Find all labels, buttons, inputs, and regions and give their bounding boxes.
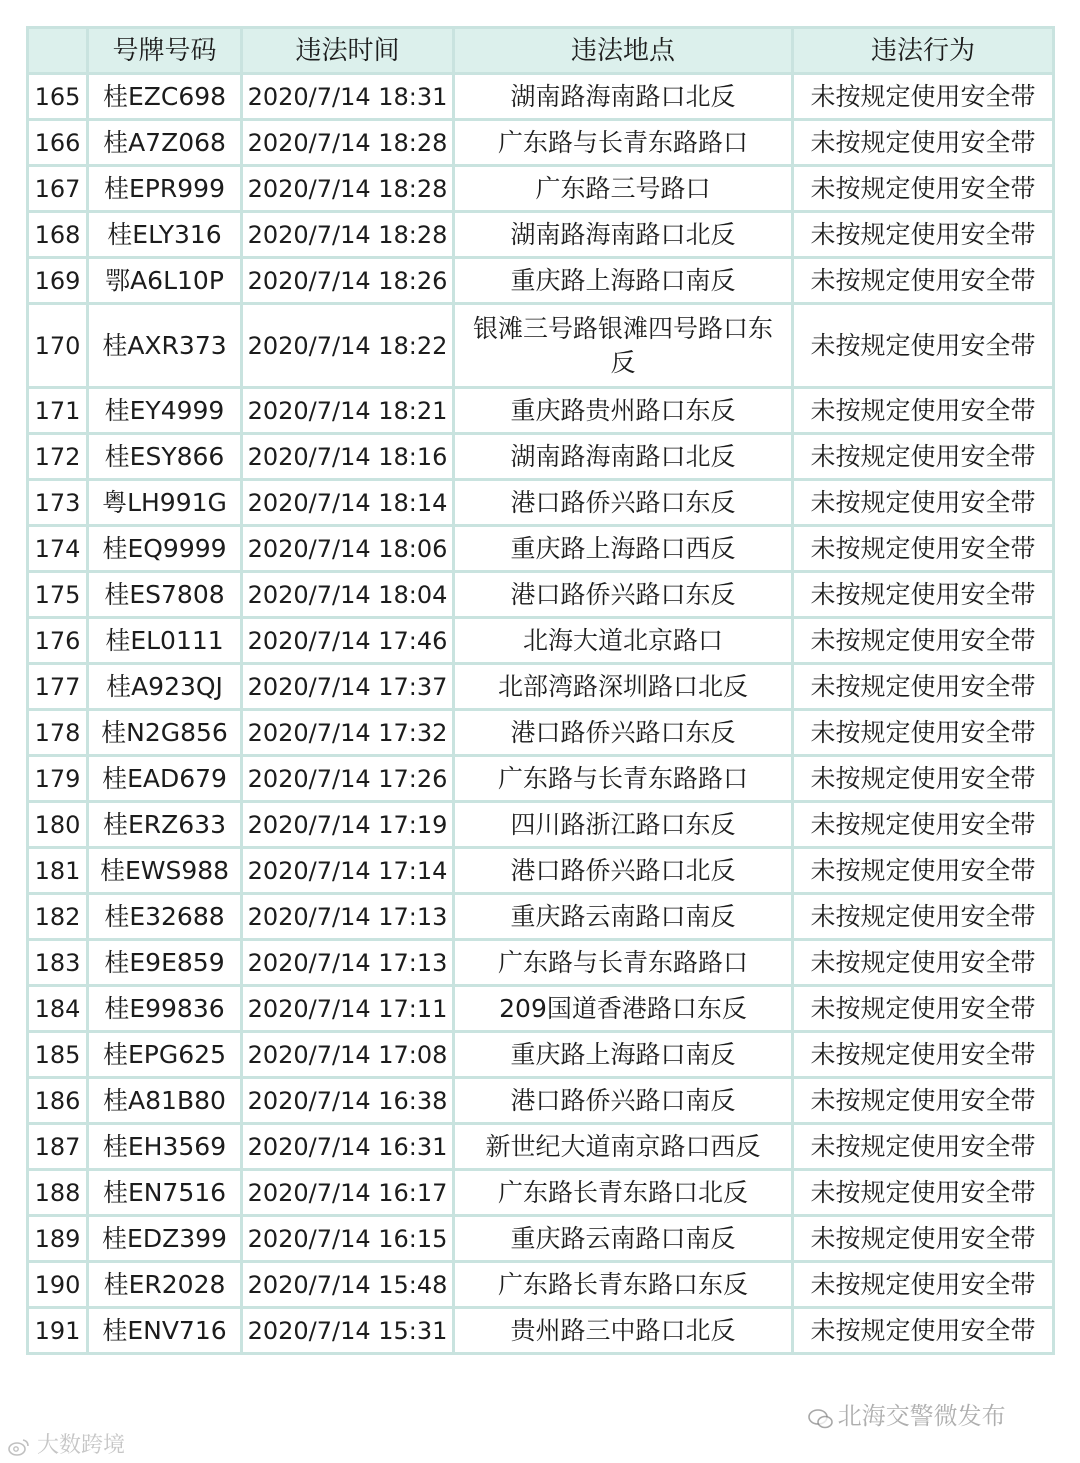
row-index: 165 — [28, 74, 88, 120]
violation-time: 2020/7/14 17:11 — [242, 986, 454, 1032]
violation-time: 2020/7/14 18:04 — [242, 572, 454, 618]
row-index: 172 — [28, 434, 88, 480]
table-row — [28, 1262, 1054, 1308]
violation-location: 港口路侨兴路口东反 — [454, 572, 793, 618]
violation-time: 2020/7/14 17:19 — [242, 802, 454, 848]
violation-location: 重庆路云南路口南反 — [454, 1216, 793, 1262]
plate-number: 桂EPR999 — [88, 166, 242, 212]
violation-location: 四川路浙江路口东反 — [454, 802, 793, 848]
plate-number: 桂ER2028 — [88, 1262, 242, 1308]
violation-type: 未按规定使用安全带 — [793, 1216, 1054, 1262]
violation-type: 未按规定使用安全带 — [793, 664, 1054, 710]
plate-number: 桂EL0111 — [88, 618, 242, 664]
violation-type: 未按规定使用安全带 — [793, 120, 1054, 166]
violation-type: 未按规定使用安全带 — [793, 212, 1054, 258]
violation-type: 未按规定使用安全带 — [793, 756, 1054, 802]
violation-time: 2020/7/14 17:13 — [242, 894, 454, 940]
violation-time: 2020/7/14 18:22 — [242, 304, 454, 388]
row-index: 173 — [28, 480, 88, 526]
violation-time: 2020/7/14 18:21 — [242, 388, 454, 434]
row-index: 186 — [28, 1078, 88, 1124]
row-index: 187 — [28, 1124, 88, 1170]
violation-location: 新世纪大道南京路口西反 — [454, 1124, 793, 1170]
table-row — [28, 756, 1054, 802]
table-row — [28, 1078, 1054, 1124]
violation-location: 重庆路云南路口南反 — [454, 894, 793, 940]
violation-type: 未按规定使用安全带 — [793, 1308, 1054, 1354]
table-row — [28, 710, 1054, 756]
violation-type: 未按规定使用安全带 — [793, 304, 1054, 388]
violation-type: 未按规定使用安全带 — [793, 258, 1054, 304]
row-index: 169 — [28, 258, 88, 304]
table-row — [28, 618, 1054, 664]
violation-type: 未按规定使用安全带 — [793, 618, 1054, 664]
row-index: 170 — [28, 304, 88, 388]
violation-location: 湖南路海南路口北反 — [454, 434, 793, 480]
violation-time: 2020/7/14 18:28 — [242, 212, 454, 258]
wechat-icon — [808, 1408, 830, 1426]
row-index: 178 — [28, 710, 88, 756]
violation-time: 2020/7/14 18:28 — [242, 120, 454, 166]
plate-number: 桂E9E859 — [88, 940, 242, 986]
violation-time: 2020/7/14 18:31 — [242, 74, 454, 120]
violation-time: 2020/7/14 18:06 — [242, 526, 454, 572]
violation-type: 未按规定使用安全带 — [793, 848, 1054, 894]
violation-time: 2020/7/14 18:16 — [242, 434, 454, 480]
violation-time: 2020/7/14 18:14 — [242, 480, 454, 526]
weibo-icon — [8, 1437, 30, 1455]
row-index: 180 — [28, 802, 88, 848]
table-row — [28, 388, 1054, 434]
violation-type: 未按规定使用安全带 — [793, 388, 1054, 434]
plate-number: 桂A923QJ — [88, 664, 242, 710]
row-index: 183 — [28, 940, 88, 986]
table-row — [28, 940, 1054, 986]
violation-location: 重庆路贵州路口东反 — [454, 388, 793, 434]
violation-location: 北部湾路深圳路口北反 — [454, 664, 793, 710]
header-time: 违法时间 — [242, 28, 454, 74]
violation-location: 广东路长青东路口东反 — [454, 1262, 793, 1308]
plate-number: 桂EY4999 — [88, 388, 242, 434]
plate-number: 桂A81B80 — [88, 1078, 242, 1124]
row-index: 174 — [28, 526, 88, 572]
violation-time: 2020/7/14 17:26 — [242, 756, 454, 802]
violation-time: 2020/7/14 18:28 — [242, 166, 454, 212]
header-location: 违法地点 — [454, 28, 793, 74]
violation-location: 银滩三号路银滩四号路口东反 — [454, 304, 793, 388]
violation-time: 2020/7/14 16:31 — [242, 1124, 454, 1170]
table-row — [28, 848, 1054, 894]
table-row — [28, 526, 1054, 572]
row-index: 176 — [28, 618, 88, 664]
violation-location: 广东路长青东路口北反 — [454, 1170, 793, 1216]
violation-time: 2020/7/14 17:37 — [242, 664, 454, 710]
violation-location: 北海大道北京路口 — [454, 618, 793, 664]
row-index: 184 — [28, 986, 88, 1032]
table-row — [28, 304, 1054, 388]
violation-location: 贵州路三中路口北反 — [454, 1308, 793, 1354]
violation-location: 港口路侨兴路口北反 — [454, 848, 793, 894]
violation-time: 2020/7/14 17:46 — [242, 618, 454, 664]
watermark-right-text: 北海交警微发布 — [837, 1402, 1006, 1430]
header-index — [28, 28, 88, 74]
violation-type: 未按规定使用安全带 — [793, 1124, 1054, 1170]
plate-number: 桂EAD679 — [88, 756, 242, 802]
row-index: 168 — [28, 212, 88, 258]
table-row — [28, 480, 1054, 526]
header-plate: 号牌号码 — [88, 28, 242, 74]
plate-number: 桂EN7516 — [88, 1170, 242, 1216]
violation-type: 未按规定使用安全带 — [793, 802, 1054, 848]
violation-location: 港口路侨兴路口东反 — [454, 710, 793, 756]
plate-number: 桂EH3569 — [88, 1124, 242, 1170]
violation-type: 未按规定使用安全带 — [793, 1170, 1054, 1216]
plate-number: 桂E32688 — [88, 894, 242, 940]
plate-number: 桂AXR373 — [88, 304, 242, 388]
table-header-row — [28, 28, 1054, 74]
table-row — [28, 1216, 1054, 1262]
table-row — [28, 74, 1054, 120]
violation-type: 未按规定使用安全带 — [793, 986, 1054, 1032]
violation-location: 广东路与长青东路路口 — [454, 940, 793, 986]
violation-type: 未按规定使用安全带 — [793, 166, 1054, 212]
table-row — [28, 1032, 1054, 1078]
watermark-left-text: 大数跨境 — [37, 1433, 126, 1458]
table-row — [28, 212, 1054, 258]
plate-number: 桂EZC698 — [88, 74, 242, 120]
row-index: 189 — [28, 1216, 88, 1262]
row-index: 190 — [28, 1262, 88, 1308]
header-violation: 违法行为 — [793, 28, 1054, 74]
violation-location: 209国道香港路口东反 — [454, 986, 793, 1032]
violation-location: 重庆路上海路口西反 — [454, 526, 793, 572]
table-row — [28, 664, 1054, 710]
table-row — [28, 894, 1054, 940]
violation-time: 2020/7/14 17:08 — [242, 1032, 454, 1078]
violation-location: 港口路侨兴路口南反 — [454, 1078, 793, 1124]
table-row — [28, 258, 1054, 304]
plate-number: 鄂A6L10P — [88, 258, 242, 304]
violation-type: 未按规定使用安全带 — [793, 894, 1054, 940]
plate-number: 粤LH991G — [88, 480, 242, 526]
table-row — [28, 802, 1054, 848]
violation-location: 湖南路海南路口北反 — [454, 74, 793, 120]
row-index: 181 — [28, 848, 88, 894]
violation-type: 未按规定使用安全带 — [793, 526, 1054, 572]
plate-number: 桂E99836 — [88, 986, 242, 1032]
table-row — [28, 120, 1054, 166]
watermark-left — [8, 1428, 125, 1459]
violation-time: 2020/7/14 17:13 — [242, 940, 454, 986]
plate-number: 桂ELY316 — [88, 212, 242, 258]
table-row — [28, 572, 1054, 618]
violation-location: 广东路与长青东路路口 — [454, 756, 793, 802]
watermark-right — [808, 1396, 1006, 1431]
violation-time: 2020/7/14 15:48 — [242, 1262, 454, 1308]
table-row — [28, 1170, 1054, 1216]
violation-type: 未按规定使用安全带 — [793, 74, 1054, 120]
plate-number: 桂ES7808 — [88, 572, 242, 618]
violation-type: 未按规定使用安全带 — [793, 1032, 1054, 1078]
violation-location: 重庆路上海路口南反 — [454, 1032, 793, 1078]
table-row — [28, 986, 1054, 1032]
violation-time: 2020/7/14 16:15 — [242, 1216, 454, 1262]
row-index: 191 — [28, 1308, 88, 1354]
violation-time: 2020/7/14 15:31 — [242, 1308, 454, 1354]
violation-type: 未按规定使用安全带 — [793, 480, 1054, 526]
row-index: 171 — [28, 388, 88, 434]
row-index: 188 — [28, 1170, 88, 1216]
violation-table — [26, 26, 1055, 1355]
plate-number: 桂A7Z068 — [88, 120, 242, 166]
table-row — [28, 1124, 1054, 1170]
violation-type: 未按规定使用安全带 — [793, 572, 1054, 618]
violation-location: 广东路三号路口 — [454, 166, 793, 212]
violation-time: 2020/7/14 17:14 — [242, 848, 454, 894]
plate-number: 桂EQ9999 — [88, 526, 242, 572]
violation-time: 2020/7/14 17:32 — [242, 710, 454, 756]
violation-type: 未按规定使用安全带 — [793, 710, 1054, 756]
table-row — [28, 434, 1054, 480]
violation-type: 未按规定使用安全带 — [793, 434, 1054, 480]
violation-location: 广东路与长青东路路口 — [454, 120, 793, 166]
table-row — [28, 166, 1054, 212]
plate-number: 桂N2G856 — [88, 710, 242, 756]
violation-location: 重庆路上海路口南反 — [454, 258, 793, 304]
table-row — [28, 1308, 1054, 1354]
row-index: 179 — [28, 756, 88, 802]
row-index: 166 — [28, 120, 88, 166]
plate-number: 桂ERZ633 — [88, 802, 242, 848]
row-index: 185 — [28, 1032, 88, 1078]
row-index: 175 — [28, 572, 88, 618]
violation-type: 未按规定使用安全带 — [793, 1262, 1054, 1308]
violation-location: 港口路侨兴路口东反 — [454, 480, 793, 526]
row-index: 182 — [28, 894, 88, 940]
violation-time: 2020/7/14 18:26 — [242, 258, 454, 304]
row-index: 177 — [28, 664, 88, 710]
plate-number: 桂EDZ399 — [88, 1216, 242, 1262]
row-index: 167 — [28, 166, 88, 212]
violation-type: 未按规定使用安全带 — [793, 940, 1054, 986]
plate-number: 桂ESY866 — [88, 434, 242, 480]
plate-number: 桂ENV716 — [88, 1308, 242, 1354]
plate-number: 桂EWS988 — [88, 848, 242, 894]
violation-type: 未按规定使用安全带 — [793, 1078, 1054, 1124]
plate-number: 桂EPG625 — [88, 1032, 242, 1078]
violation-location: 湖南路海南路口北反 — [454, 212, 793, 258]
violation-time: 2020/7/14 16:17 — [242, 1170, 454, 1216]
violation-time: 2020/7/14 16:38 — [242, 1078, 454, 1124]
